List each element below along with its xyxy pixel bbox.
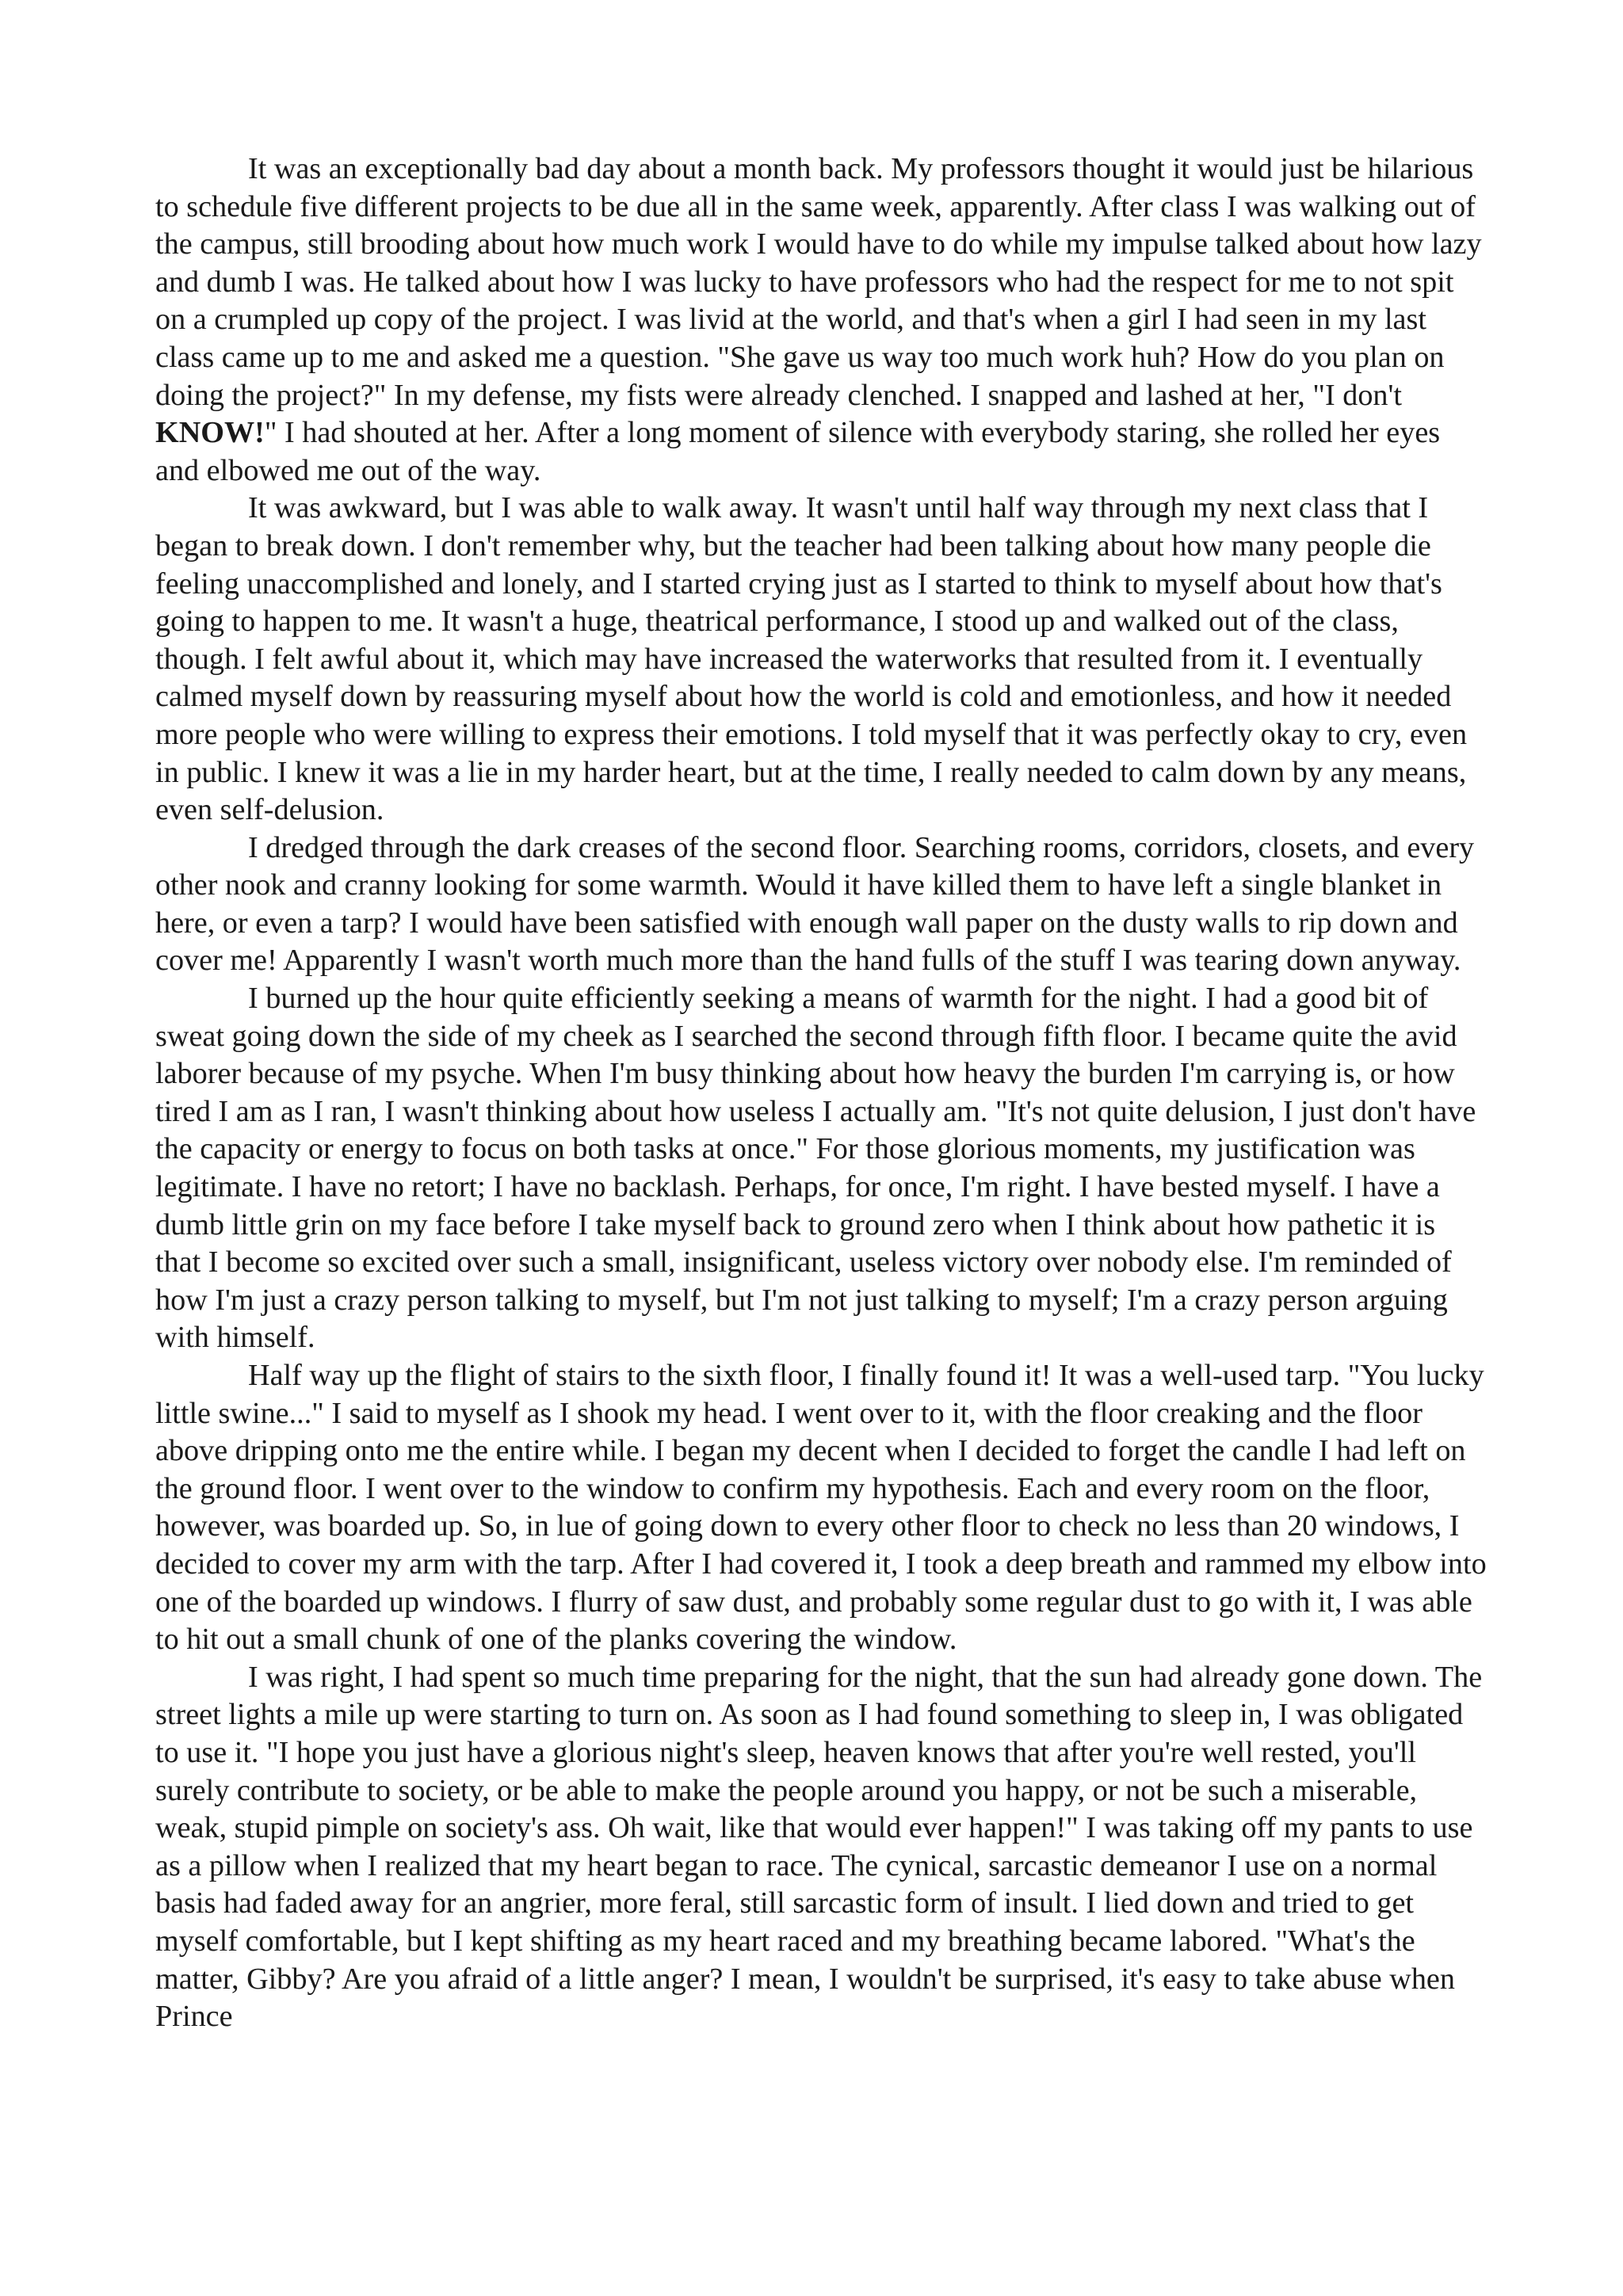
paragraph-2: It was awkward, but I was able to walk away. It wasn't until half way through my next class that I began to break down. I don't remember why, but the teacher had been talking about how many people die feeling unaccomplished and lonely, and I started crying just as I started to think to myself about how that's going to happen to me. It wasn't a huge, theatrical performance, I stood up and walked out of the class, though. I felt awful about it, which may have increased the waterworks that resulted from it. I eventually calmed myself down by reassuring myself about how the world is cold and emotionless, and how it needed more people who were willing to express their emotions. I told myself that it was perfectly okay to cry, even in public. I knew it was a lie in my harder heart, but at the time, I really needed to calm down by any means, even self-delusion. (155, 491, 1468, 827)
paragraph-3: I dredged through the dark creases of the second floor. Searching rooms, corridors, closets, and every other nook and cranny looking for some warmth. Would it have killed them to have left a single blanket in here, or even a tarp? I would have been satisfied with enough wall paper on the dusty walls to rip down and cover me! Apparently I wasn't worth much more than the hand fulls of the stuff I was tearing down anyway. (155, 830, 1475, 978)
paragraph-6: I was right, I had spent so much time preparing for the night, that the sun had already gone down. The street lights a mile up were starting to turn on. As soon as I had found something to sleep in, I was obligated to use it. "I hope you just have a glorious night's sleep, heaven knows that after you're well rested, you'll surely contribute to society, or be able to make the people around you happy, or not be such a miserable, weak, stupid pimple on society's ass. Oh wait, like that would ever happen!" I was taking off my pants to use as a pillow when I realized that my heart began to race. The cynical, sarcastic demeanor I use on a normal basis had faded away for an angrier, more feral, still sarcastic form of insult. I lied down and tried to get myself comfortable, but I kept shifting as my heart raced and my breathing became labored. "What's the matter, Gibby? Are you afraid of a little anger? I mean, I wouldn't be surprised, it's easy to take abuse when Prince (155, 1660, 1483, 2034)
document-page (155, 151, 1487, 2036)
paragraph-1-text-before: It was an exceptionally bad day about a month back. My professors thought it would just be hilarious to schedule five different projects to be due all in the same week, apparently. After class I was walking out of the campus, still brooding about how much work I would have to do while my impulse talked about how lazy and dumb I was. He talked about how I was lucky to have professors who had the respect for me to not spit on a crumpled up copy of the project. I was livid at the world, and that's when a girl I had seen in my last class came up to me and asked me a question. "She gave us way too much work huh? How do you plan on doing the project?" In my defense, my fists were already clenched. I snapped and lashed at her, "I don't (155, 152, 1482, 412)
paragraph-1-text-after: " I had shouted at her. After a long moment of silence with everybody staring, she rolled her eyes and elbowed me out of the way. (155, 416, 1441, 487)
paragraph-5: Half way up the flight of stairs to the sixth floor, I finally found it! It was a well-used tarp. "You lucky little swine..." I said to myself as I shook my head. I went over to it, with the floor creaking and the floor above dripping onto me the entire while. I began my decent when I decided to forget the candle I had left on the ground floor. I went over to the window to confirm my hypothesis. Each and every room on the floor, however, was boarded up. So, in lue of going down to every other floor to check no less than 20 windows, I decided to cover my arm with the tarp. After I had covered it, I took a deep breath and rammed my elbow into one of the boarded up windows. I flurry of saw dust, and probably some regular dust to go with it, I was able to hit out a small chunk of one of the planks covering the window. (155, 1359, 1487, 1657)
paragraph-4: I burned up the hour quite efficiently seeking a means of warmth for the night. I had a good bit of sweat going down the side of my cheek as I searched the second through fifth floor. I became quite the avid laborer because of my psyche. When I'm busy thinking about how heavy the burden I'm carrying is, or how tired I am as I ran, I wasn't thinking about how useless I actually am. "It's not quite delusion, I just don't have the capacity or energy to focus on both tasks at once." For those glorious moments, my justification was legitimate. I have no retort; I have no backlash. Perhaps, for once, I'm right. I have bested myself. I have a dumb little grin on my face before I take myself back to ground zero when I think about how pathetic it is that I become so excited over such a small, insignificant, useless victory over nobody else. I'm reminded of how I'm just a crazy person talking to myself, but I'm not just talking to myself; I'm a crazy person arguing with himself. (155, 982, 1476, 1355)
paragraph-1 (155, 151, 1487, 490)
paragraph-1-bold-word: KNOW! (155, 416, 265, 450)
